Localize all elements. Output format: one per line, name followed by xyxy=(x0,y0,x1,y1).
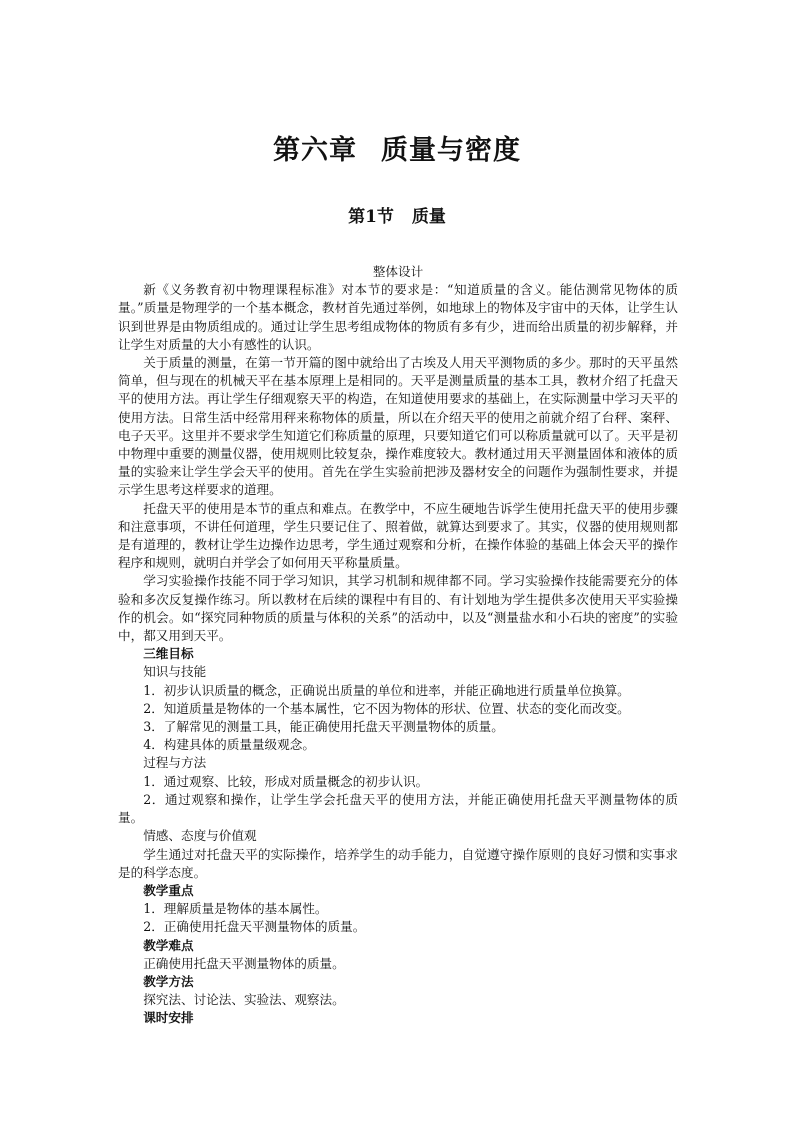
key-points-heading: 教学重点 xyxy=(143,882,194,898)
schedule-heading: 课时安排 xyxy=(143,1010,194,1026)
section-label: 第1节 xyxy=(348,207,394,227)
methods-text: 探究法、讨论法、实验法、观察法。 xyxy=(143,992,345,1008)
knowledge-item: 2．知道质量是物体的一个基本属性，它不因为物体的形状、位置、状态的变化而改变。 xyxy=(143,700,630,716)
emotion-subheading: 情感、态度与价值观 xyxy=(143,828,257,844)
chapter-label: 第六章 xyxy=(273,135,357,166)
design-paragraph: 学习实验操作技能不同于学习知识，其学习机制和规律都不同。学习实验操作技能需要充分的体验和多次反复操作练习。所以教材在后续的课程中有目的、有计划地为学生提供多次使用天平实验操作的机会。如“探究同种物质的质量与体积的关系”的活动中，以及“测量盐水和小石块的密度”的实验中，都又用到天平。 xyxy=(118,573,678,644)
design-paragraph: 托盘天平的使用是本节的重点和难点。在教学中，不应生硬地告诉学生使用托盘天平的使用步骤和注意事项，不讲任何道理，学生只要记住了、照着做，就算达到要求了。其实，仪器的使用规则都是有道理的，教材让学生边操作边思考，学生通过观察和分析，在操作体验的基础上体会天平的操作程序和规则，就明白并学会了如何用天平称量质量。 xyxy=(118,500,678,571)
process-subheading: 过程与方法 xyxy=(143,755,207,771)
knowledge-subheading: 知识与技能 xyxy=(143,664,207,680)
emotion-text: 学生通过对托盘天平的实际操作，培养学生的动手能力，自觉遵守操作原则的良好习惯和实事求是的科学态度。 xyxy=(118,846,678,880)
section-title xyxy=(0,202,794,227)
document-body xyxy=(118,263,678,1028)
chapter-title xyxy=(0,128,794,167)
difficulties-heading: 教学难点 xyxy=(143,937,194,953)
knowledge-item: 3．了解常见的测量工具，能正确使用托盘天平测量物体的质量。 xyxy=(143,719,504,735)
key-point-item: 1．理解质量是物体的基本属性。 xyxy=(143,901,328,917)
knowledge-item: 1．初步认识质量的概念，正确说出质量的单位和进率，并能正确地进行质量单位换算。 xyxy=(143,682,630,698)
section-name: 质量 xyxy=(411,207,446,227)
process-item: 2．通过观察和操作，让学生学会托盘天平的使用方法，并能正确使用托盘天平测量物体的质量。 xyxy=(118,791,678,826)
difficulties-text: 正确使用托盘天平测量物体的质量。 xyxy=(143,955,345,971)
chapter-name: 质量与密度 xyxy=(381,135,521,166)
process-item: 1．通过观察、比较，形成对质量概念的初步认识。 xyxy=(143,773,429,789)
design-paragraph: 关于质量的测量，在第一节开篇的图中就给出了古埃及人用天平测物质的多少。那时的天平虽然简单，但与现在的机械天平在基本原理上是相同的。天平是测量质量的基本工具，教材介绍了托盘天平的使用方法。再让学生仔细观察天平的构造，在知道使用要求的基础上，在实际测量中学习天平的使用方法。日常生活中经常用秤来称物体的质量，所以在介绍天平的使用之前就介绍了台秤、案秤、电子天平。这里并不要求学生知道它们称质量的原理，只要知道它们可以称质量就可以了。天平是初中物理中重要的测量仪器，使用规则比较复杂，操作难度较大。教材通过用天平测量固体和液体的质量的实验来让学生学会天平的使用。首先在学生实验前把涉及器材安全的问题作为强制性要求，并提示学生思考这样要求的道理。 xyxy=(118,355,678,498)
methods-heading: 教学方法 xyxy=(143,973,194,989)
design-heading: 整体设计 xyxy=(372,264,424,279)
objectives-heading: 三维目标 xyxy=(143,646,194,662)
key-point-item: 2．正确使用托盘天平测量物体的质量。 xyxy=(143,919,366,935)
design-paragraph: 新《义务教育初中物理课程标准》对本节的要求是：“知道质量的含义。能估测常见物体的质量。”质量是物理学的一个基本概念，教材首先通过举例，如地球上的物体及宇宙中的天体，让学生认识到世界是由物质组成的。通过让学生思考组成物体的物质有多有少，进而给出质量的初步解释，并让学生对质量的大小有感性的认识。 xyxy=(118,282,678,352)
knowledge-item: 4．构建具体的质量量级观念。 xyxy=(143,737,315,753)
